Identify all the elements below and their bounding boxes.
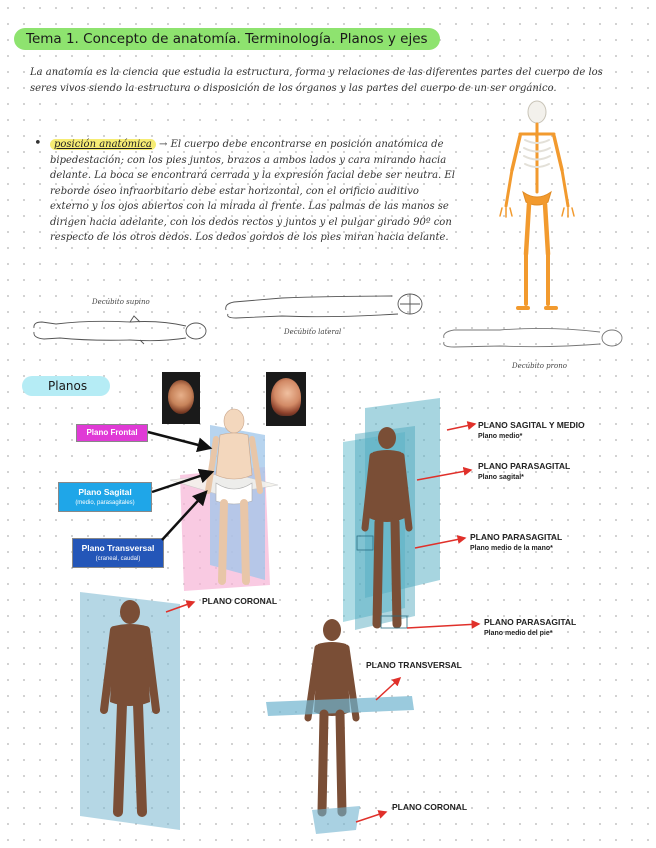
planos-heading [22,376,110,396]
coronal-plane-figure [80,590,180,830]
anatomical-position-text: El cuerpo debe encontrarse en posición anatómica de bipedestación; con los pies juntos, brazos a ambos lados y cara mirando hacia delante. La boca se encontrará cerrada y la expresión facial debe ser neutra. El reborde óseo infraorbitario debe estar horizontal, con el orificio auditivo externo y los ojos abiertos con la mirada al frente. Las palmas de las manos se dirigen hacia adelante, con los dedos rectos y juntos y el pulgar girado 90º con respecto de los otros dedos. Los dedos gordos de los pies miran hacia delante. [50,139,455,243]
label-plano-parasagital-3-sub: Plano medio del pie* [484,630,553,637]
planos-heading-text: Planos [48,379,88,393]
label-plano-parasagital-3: PLANO PARASAGITAL Plano medio del pie* [484,617,577,637]
red-arrow-coronal-bottom [352,806,392,826]
decubito-supino-figure [30,308,210,348]
decubito-lateral-figure [222,288,432,324]
decubito-prono-caption: Decúbito prono [512,362,567,370]
label-plano-transversal: PLANO TRANSVERSAL [366,660,462,670]
label-plano-parasagital-2: PLANO PARASAGITAL Plano medio de la mano* [470,532,563,552]
label-plano-parasagital-1-sub: Plano sagital* [478,474,524,481]
plano-frontal-box: Plano Frontal [76,424,148,442]
black-arrows [140,420,220,550]
decubito-supino-caption: Decúbito supino [92,298,150,306]
red-arrows-right [395,410,485,640]
label-plano-sagital-medio: PLANO SAGITAL Y MEDIO Plano medio* [478,420,585,440]
red-arrow-coronal-top [164,596,200,616]
bullet-dot: • [34,136,42,151]
page-title: Tema 1. Concepto de anatomía. Terminología. Planos y ejes [14,28,440,50]
plano-transversal-sub: (craneal, caudal) [95,556,141,562]
label-plano-sagital-medio-sub: Plano medio* [478,433,523,440]
plano-sagital-box [58,482,152,512]
red-arrow-transversal [372,672,408,704]
arrow-right-icon: → [159,139,168,150]
label-plano-coronal-bottom: PLANO CORONAL [392,802,468,812]
skeleton-illustration [490,98,585,320]
label-plano-coronal-top: PLANO CORONAL [202,596,278,606]
decubito-lateral-caption: Decúbito lateral [284,328,342,336]
anatomical-position-paragraph [50,137,460,246]
label-plano-parasagital-2-sub: Plano medio de la mano* [470,545,553,552]
plano-sagital-label: Plano Sagital [78,487,132,497]
plano-transversal-label: Plano Transversal [81,543,155,553]
plano-sagital-sub: (medio, parasagitales) [75,500,135,506]
intro-paragraph: La anatomía es la ciencia que estudia la estructura, forma y relaciones de las diferentes partes del cuerpo de los seres vivos siendo la estructura o disposición de los órganos y las partes del cuerpo de un ser orgánico. [30,67,603,94]
decubito-prono-figure [440,322,630,352]
anatomical-position-term: posición anatómica [50,139,156,150]
label-plano-parasagital-1: PLANO PARASAGITAL Plano sagital* [478,461,571,481]
